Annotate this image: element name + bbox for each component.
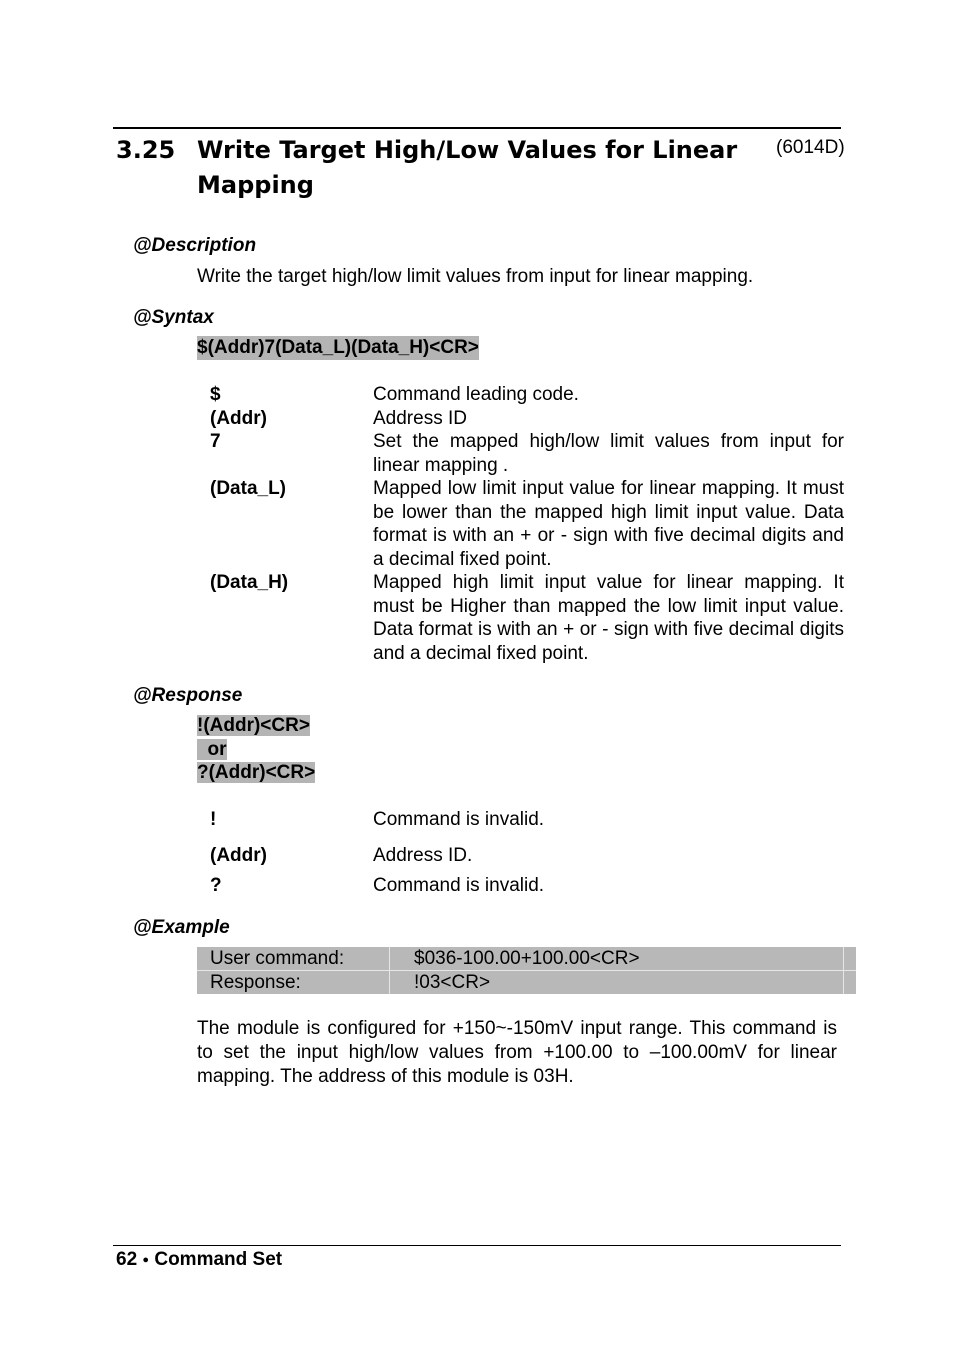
section-title-line1: Write Target High/Low Values for Linear — [197, 136, 738, 164]
param-term: (Data_H) — [210, 572, 289, 593]
example-name: User command: — [210, 948, 345, 969]
footer-rule — [113, 1245, 841, 1246]
syntax-label: @Syntax — [133, 307, 214, 328]
syntax-command — [197, 336, 479, 360]
example-grid-line — [843, 947, 844, 994]
example-grid-line — [389, 947, 390, 994]
footer-section: Command Set — [154, 1249, 283, 1270]
example-name: Response: — [210, 971, 301, 993]
response-term: ? — [210, 875, 222, 896]
example-value: $036-100.00+100.00<CR> — [414, 948, 640, 969]
example-row — [197, 947, 856, 971]
param-term: (Data_L) — [210, 478, 287, 499]
param-desc: Command leading code. — [373, 384, 579, 405]
example-table — [197, 947, 856, 994]
syntax-command-text: $(Addr)7(Data_L)(Data_H)<CR> — [197, 337, 479, 358]
example-note: The module is configured for +150~-150mV input range. This command is to set the input high/low values from +100.00 to –100.00mV for linear mapping. The address of this module is 03H. — [197, 1018, 837, 1087]
example-grid-line — [197, 970, 856, 971]
response-desc: Command is invalid. — [373, 809, 545, 830]
param-term: 7 — [210, 431, 221, 452]
response-line: ?(Addr)<CR> — [197, 762, 316, 783]
response-line: !(Addr)<CR> — [197, 715, 310, 736]
header-rule — [113, 127, 841, 129]
response-line: or — [197, 738, 227, 760]
section-number: 3.25 — [116, 136, 176, 164]
param-desc: Address ID — [373, 408, 467, 429]
param-desc: Mapped high limit input value for linear mapping. It must be Higher than mapped the low limit input value. Data format is with an + or - sign with five decimal digits and a decimal fixed point. — [373, 572, 844, 664]
response-term: (Addr) — [210, 845, 267, 866]
example-label: @Example — [133, 917, 230, 938]
page-number: 62 — [116, 1249, 138, 1270]
description-label: @Description — [133, 235, 257, 256]
param-desc: Mapped low limit input value for linear mapping. It must be lower than the mapped high limit input value. Data format is with an + or - sign with five decimal digits and a decimal fixed point. — [373, 478, 844, 570]
response-desc: Command is invalid. — [373, 875, 545, 896]
response-label: @Response — [133, 685, 243, 706]
example-row — [197, 971, 856, 995]
param-term: (Addr) — [210, 408, 267, 429]
param-desc: Set the mapped high/low limit values from input for linear mapping . — [373, 431, 844, 476]
model-label: (6014D) — [776, 137, 845, 158]
description-text: Write the target high/low limit values from input for linear mapping. — [197, 266, 754, 287]
response-desc: Address ID. — [373, 845, 473, 866]
response-format — [197, 714, 315, 785]
response-term: ! — [210, 809, 217, 830]
param-term: $ — [210, 384, 221, 405]
example-value: !03<CR> — [414, 971, 491, 993]
bullet-icon: ● — [142, 1254, 150, 1266]
section-title-line2: Mapping — [197, 171, 314, 199]
footer — [116, 1249, 282, 1271]
